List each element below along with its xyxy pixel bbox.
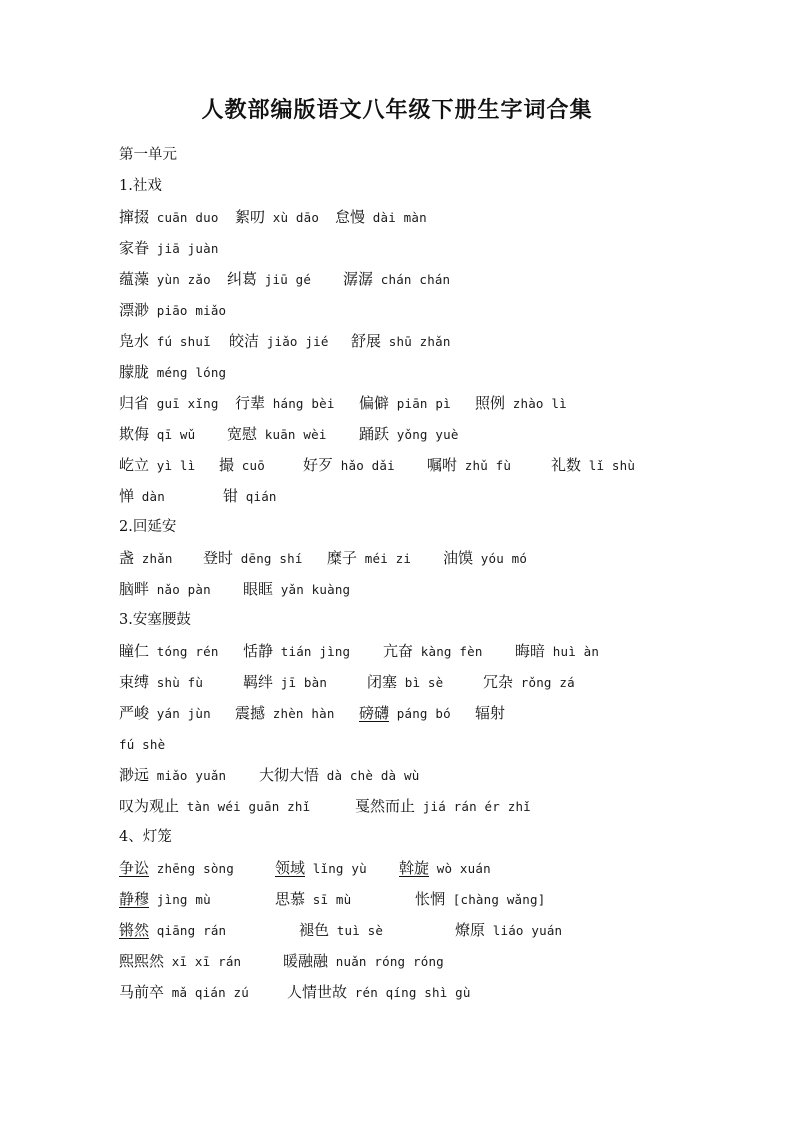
vocab-pinyin: fú shuǐ xyxy=(149,334,211,349)
vocab-word: 静穆 xyxy=(119,890,150,908)
vocab-item xyxy=(351,326,451,358)
vocab-item xyxy=(455,915,562,947)
vocab-item xyxy=(227,264,311,296)
vocab-word: 蕴藻 xyxy=(119,270,150,288)
vocab-item xyxy=(427,450,511,482)
vocab-word: 暖融融 xyxy=(283,952,329,970)
vocab-pinyin: kuān wèi xyxy=(257,427,327,442)
vocab-pinyin: tián jìng xyxy=(273,644,351,659)
vocab-word: 严峻 xyxy=(119,704,150,722)
vocab-pinyin: liáo yuán xyxy=(485,923,563,938)
vocab-pinyin: qī wǔ xyxy=(149,427,196,442)
vocab-pinyin: yǎn kuàng xyxy=(273,582,351,597)
vocab-pinyin: jī bàn xyxy=(273,675,328,690)
vocab-word: 争讼 xyxy=(119,859,150,877)
lesson-heading: 3.安塞腰鼓 xyxy=(119,612,191,628)
vocab-pinyin: kàng fèn xyxy=(413,644,483,659)
vocab-word: 大彻大悟 xyxy=(259,766,320,784)
vocab-word: 家眷 xyxy=(119,239,150,257)
vocab-pinyin: zhǎn xyxy=(134,551,173,566)
vocab-word: 怅惘 xyxy=(415,890,446,908)
vocab-item xyxy=(119,357,226,389)
vocab-word: 朦胧 xyxy=(119,363,150,381)
vocab-item xyxy=(515,636,599,668)
vocab-word: 撮 xyxy=(219,456,235,474)
vocab-word: 磅礴 xyxy=(359,704,390,722)
vocab-pinyin: rǒng zá xyxy=(513,675,575,690)
vocab-item xyxy=(119,636,219,668)
vocab-word: 凫水 xyxy=(119,332,150,350)
vocabulary-list xyxy=(119,140,759,1008)
vocab-pinyin: mǎ qián zú xyxy=(164,985,249,1000)
vocab-item xyxy=(475,698,505,730)
vocab-pinyin: nuǎn róng róng xyxy=(328,954,444,969)
vocab-item xyxy=(359,698,451,730)
vocab-word: 亢奋 xyxy=(383,642,414,660)
vocab-pinyin: zhào lì xyxy=(505,396,567,411)
vocab-word: 嘱咐 xyxy=(427,456,458,474)
lesson-heading: 4、灯笼 xyxy=(119,829,172,845)
vocab-word: 戛然而止 xyxy=(355,797,416,815)
vocab-word: 惮 xyxy=(119,487,135,505)
vocab-item xyxy=(443,543,527,575)
vocab-row xyxy=(119,698,759,729)
vocab-pinyin: guī xǐng xyxy=(149,396,219,411)
vocab-pinyin: qiāng rán xyxy=(149,923,227,938)
vocab-word: 皎洁 xyxy=(229,332,260,350)
vocab-item xyxy=(243,574,350,606)
vocab-pinyin: méi zi xyxy=(357,551,412,566)
vocab-item xyxy=(119,698,211,730)
vocab-item xyxy=(343,264,450,296)
vocab-pinyin: piāo miǎo xyxy=(149,303,227,318)
vocab-item xyxy=(119,388,219,420)
vocab-pinyin: dēng shí xyxy=(233,551,303,566)
vocab-item xyxy=(119,326,211,358)
vocab-pinyin: lǐ shù xyxy=(581,458,636,473)
vocab-pinyin: shù fù xyxy=(149,675,204,690)
vocab-row xyxy=(119,357,759,388)
vocab-pinyin: rén qíng shì gù xyxy=(347,985,471,1000)
vocab-word: 羁绊 xyxy=(243,673,274,691)
vocab-word: 舒展 xyxy=(351,332,382,350)
vocab-word: 好歹 xyxy=(303,456,334,474)
vocab-pinyin: páng bó xyxy=(389,706,451,721)
vocab-word: 叹为观止 xyxy=(119,797,180,815)
vocab-item xyxy=(287,977,471,1009)
vocab-pinyin: xù dāo xyxy=(265,210,320,225)
vocab-item xyxy=(335,202,427,234)
vocab-row xyxy=(119,326,759,357)
vocab-word: 锵然 xyxy=(119,921,150,939)
vocab-word: 熙熙然 xyxy=(119,952,165,970)
vocab-row xyxy=(119,574,759,605)
vocab-item xyxy=(119,667,203,699)
vocab-item xyxy=(359,388,451,420)
vocab-item xyxy=(119,915,226,947)
vocab-pinyin: piān pì xyxy=(389,396,451,411)
vocab-word: 油馍 xyxy=(443,549,474,567)
vocab-item xyxy=(119,884,211,916)
vocab-pinyin: hǎo dǎi xyxy=(333,458,395,473)
vocab-item xyxy=(119,202,219,234)
vocab-item xyxy=(203,543,303,575)
vocab-pinyin: jiā juàn xyxy=(149,241,219,256)
vocab-word: 撺掇 xyxy=(119,208,150,226)
lesson-heading: 2.回延安 xyxy=(119,519,177,535)
vocab-item xyxy=(275,884,351,916)
vocab-pinyin: dà chè dà wù xyxy=(319,768,420,783)
vocab-pinyin: tóng rén xyxy=(149,644,219,659)
vocab-pinyin: yì lì xyxy=(149,458,196,473)
vocab-word: 震撼 xyxy=(235,704,266,722)
vocab-row xyxy=(119,977,759,1008)
vocab-item xyxy=(303,450,395,482)
vocab-word: 踊跃 xyxy=(359,425,390,443)
vocab-word: 辐射 xyxy=(475,704,506,722)
vocab-word: 欺侮 xyxy=(119,425,150,443)
vocab-pinyin: wò xuán xyxy=(429,861,491,876)
vocab-item xyxy=(399,853,491,885)
vocab-pinyin: zhèn hàn xyxy=(265,706,335,721)
unit-heading: 第一单元 xyxy=(119,147,177,163)
vocab-item xyxy=(283,946,444,978)
vocab-row xyxy=(119,636,759,667)
vocab-word: 礼数 xyxy=(551,456,582,474)
vocab-item xyxy=(355,791,531,823)
vocab-word: 斡旋 xyxy=(399,859,430,877)
vocab-word: 絮叨 xyxy=(235,208,266,226)
vocab-row xyxy=(119,419,759,450)
vocab-word: 闭塞 xyxy=(367,673,398,691)
vocab-pinyin: miǎo yuǎn xyxy=(149,768,227,783)
vocab-word: 屹立 xyxy=(119,456,150,474)
vocab-word: 宽慰 xyxy=(227,425,258,443)
vocab-item xyxy=(119,946,241,978)
vocab-item xyxy=(275,853,367,885)
vocab-word: 钳 xyxy=(223,487,239,505)
vocab-word: 晦暗 xyxy=(515,642,546,660)
vocab-pinyin: huì àn xyxy=(545,644,600,659)
vocab-pinyin: xī xī rán xyxy=(164,954,242,969)
vocab-item xyxy=(259,760,419,792)
vocab-row xyxy=(119,915,759,946)
vocab-item xyxy=(119,233,219,265)
vocab-word: 纠葛 xyxy=(227,270,258,288)
vocab-word: 褪色 xyxy=(299,921,330,939)
vocab-word: 人情世故 xyxy=(287,983,348,1001)
vocab-row xyxy=(119,946,759,977)
vocab-pinyin: yǒng yuè xyxy=(389,427,459,442)
vocab-pinyin: háng bèi xyxy=(265,396,335,411)
vocab-word: 归省 xyxy=(119,394,150,412)
vocab-pinyin: yóu mó xyxy=(473,551,528,566)
vocab-item xyxy=(551,450,635,482)
vocab-pinyin: dàn xyxy=(134,489,165,504)
vocab-word: 眼眶 xyxy=(243,580,274,598)
vocab-item xyxy=(235,698,335,730)
vocab-item xyxy=(415,884,545,916)
vocab-item xyxy=(367,667,443,699)
vocab-word: 领域 xyxy=(275,859,306,877)
vocab-pinyin: zhēng sòng xyxy=(149,861,234,876)
vocab-word: 燎原 xyxy=(455,921,486,939)
vocab-pinyin: tàn wéi guān zhǐ xyxy=(179,799,311,814)
vocab-word: 冗杂 xyxy=(483,673,514,691)
vocab-item xyxy=(119,419,195,451)
vocab-pinyin: cuān duo xyxy=(149,210,219,225)
document-title: 人教部编版语文八年级下册生字词合集 xyxy=(201,97,593,123)
vocab-item xyxy=(383,636,483,668)
vocab-row xyxy=(119,543,759,574)
vocab-item xyxy=(119,791,310,823)
vocab-item xyxy=(235,388,335,420)
vocab-row xyxy=(119,388,759,419)
vocab-pinyin: yùn zǎo xyxy=(149,272,211,287)
vocab-item xyxy=(327,543,411,575)
vocab-word: 瞳仁 xyxy=(119,642,150,660)
vocab-word: 脑畔 xyxy=(119,580,150,598)
vocab-pinyin: lǐng yù xyxy=(305,861,367,876)
vocab-word: 偏僻 xyxy=(359,394,390,412)
vocab-row xyxy=(119,202,759,233)
vocab-row xyxy=(119,233,759,264)
vocab-item xyxy=(119,450,195,482)
vocab-pinyin: dài màn xyxy=(365,210,427,225)
vocab-pinyin: chán chán xyxy=(373,272,451,287)
vocab-pinyin: tuì sè xyxy=(329,923,384,938)
vocab-item xyxy=(299,915,383,947)
vocab-item xyxy=(219,450,265,482)
vocab-row xyxy=(119,264,759,295)
vocab-row xyxy=(119,295,759,326)
vocab-word: 盏 xyxy=(119,549,135,567)
vocab-row xyxy=(119,884,759,915)
vocab-word: 马前卒 xyxy=(119,983,165,1001)
vocab-word: 照例 xyxy=(475,394,506,412)
vocab-item xyxy=(119,760,226,792)
vocab-pinyin: sī mù xyxy=(305,892,352,907)
vocab-pinyin: qián xyxy=(238,489,277,504)
vocab-item xyxy=(119,574,211,606)
pinyin-continuation: fú shè xyxy=(119,737,166,752)
vocab-word: 恬静 xyxy=(243,642,274,660)
vocab-item xyxy=(119,543,173,575)
vocab-word: 潺潺 xyxy=(343,270,374,288)
vocab-item xyxy=(119,264,211,296)
vocab-word: 糜子 xyxy=(327,549,358,567)
vocab-row xyxy=(119,450,759,481)
vocab-row xyxy=(119,667,759,698)
vocab-item xyxy=(119,481,165,513)
vocab-word: 思慕 xyxy=(275,890,306,908)
vocab-pinyin: méng lóng xyxy=(149,365,227,380)
vocab-pinyin: yán jùn xyxy=(149,706,211,721)
vocab-pinyin: nǎo pàn xyxy=(149,582,211,597)
vocab-item xyxy=(243,636,350,668)
vocab-word: 登时 xyxy=(203,549,234,567)
lesson-heading: 1.社戏 xyxy=(119,178,162,194)
vocab-word: 漂渺 xyxy=(119,301,150,319)
vocab-row xyxy=(119,481,759,512)
vocab-pinyin: jiǎo jié xyxy=(259,334,329,349)
vocab-item xyxy=(119,853,234,885)
vocab-item xyxy=(235,202,319,234)
vocab-row xyxy=(119,760,759,791)
vocab-pinyin: cuō xyxy=(234,458,265,473)
vocab-item xyxy=(119,295,226,327)
vocab-pinyin: jiá rán ér zhǐ xyxy=(415,799,531,814)
vocab-item xyxy=(483,667,575,699)
vocab-item xyxy=(119,977,249,1009)
vocab-pinyin: jìng mù xyxy=(149,892,211,907)
vocab-item xyxy=(229,326,329,358)
vocab-item xyxy=(227,419,327,451)
vocab-pinyin: bì sè xyxy=(397,675,444,690)
vocab-word: 行辈 xyxy=(235,394,266,412)
vocab-word: 束缚 xyxy=(119,673,150,691)
vocab-item xyxy=(475,388,567,420)
vocab-row xyxy=(119,853,759,884)
vocab-word: 怠慢 xyxy=(335,208,366,226)
vocab-word: 渺远 xyxy=(119,766,150,784)
vocab-pinyin: [chàng wǎng] xyxy=(445,892,546,907)
vocab-pinyin: shū zhǎn xyxy=(381,334,451,349)
vocab-pinyin: zhǔ fù xyxy=(457,458,512,473)
vocab-pinyin: jiū gé xyxy=(257,272,312,287)
vocab-item xyxy=(223,481,277,513)
vocab-item xyxy=(243,667,327,699)
vocab-row xyxy=(119,791,759,822)
vocab-item xyxy=(359,419,459,451)
